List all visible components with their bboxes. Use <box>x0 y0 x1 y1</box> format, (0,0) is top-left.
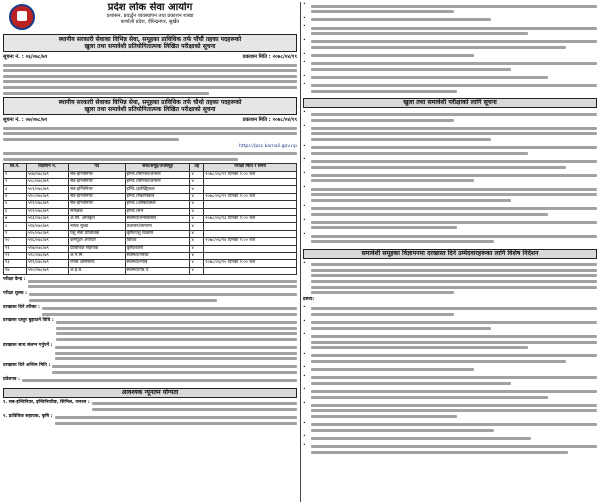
table-cell: सव-इन्जिनियर <box>69 201 126 208</box>
bullet-icon: • <box>303 351 306 357</box>
table-cell: ४ <box>190 252 204 259</box>
table-header-row <box>4 164 297 171</box>
notice-2-number: सूचना नं. : ०७/०७८/७९ <box>3 117 48 124</box>
table-cell: अ.सि. अधिकृत <box>69 215 126 222</box>
table-row <box>4 238 297 245</box>
website-link[interactable]: https://psc.karnali.gov.np <box>238 143 297 149</box>
payment-row: दरखास्त दस्तुर बुझाउने विधि : <box>3 318 297 343</box>
list-item <box>303 374 597 388</box>
commission-title: प्रदेश लोक सेवा आयोग <box>107 2 193 13</box>
list-item <box>303 387 597 401</box>
bullet-icon: • <box>303 401 306 407</box>
list-item <box>303 16 597 24</box>
table-cell: ५२०/०७८/७९ <box>26 267 68 274</box>
list-item <box>303 365 597 373</box>
bullet-icon: • <box>303 434 306 440</box>
table-cell: ५०७/०७८/७९ <box>26 171 68 178</box>
bullet-icon: • <box>303 124 306 130</box>
nepal-emblem-icon <box>9 4 35 30</box>
table-cell: ५१२/०७८/७९ <box>26 208 68 215</box>
list-item <box>303 218 597 232</box>
qualification-list-continued <box>303 2 597 95</box>
bullet-icon: • <box>303 204 306 210</box>
table-cell: कृषि/बाली <box>125 245 190 252</box>
table-cell <box>204 201 297 208</box>
table-cell: ५१७/०७८/७९ <box>26 245 68 252</box>
table-cell: ५१३/०७८/७९ <box>26 215 68 222</box>
table-cell: १० <box>4 238 27 245</box>
note-list <box>303 305 597 457</box>
table-cell <box>204 186 297 193</box>
table-cell <box>204 267 297 274</box>
table-row <box>4 215 297 222</box>
table-cell: ल्याब असिस्टेन्ट <box>69 260 126 267</box>
table-row <box>4 179 297 186</box>
list-item <box>303 74 597 82</box>
table-cell <box>204 245 297 252</box>
list-item <box>303 434 597 442</box>
bullet-icon: • <box>303 171 306 177</box>
table-row <box>4 171 297 178</box>
list-item <box>303 204 597 218</box>
list-item <box>303 232 597 246</box>
table-cell: १ <box>4 171 27 178</box>
table-cell: ५१९/०७८/७९ <box>26 260 68 267</box>
exam-center-row: परीक्षा केन्द्र : <box>3 277 297 291</box>
table-cell: ४ <box>190 186 204 193</box>
bullet-icon: • <box>303 318 306 324</box>
table-cell: ४ <box>190 230 204 237</box>
table-cell: ४ <box>190 179 204 186</box>
table-cell: ५०९/०७८/७९ <box>26 186 68 193</box>
table-cell: इन्जि./सिभिल/जनरल <box>125 179 190 186</box>
qual-item-2: २. प्राविधिक सहायक, कृषि : <box>3 414 297 428</box>
table-row <box>4 208 297 215</box>
bullet-icon: • <box>303 260 306 266</box>
table-cell: सर्भेक्षक <box>69 208 126 215</box>
bullet-icon: • <box>303 81 306 87</box>
table-row <box>4 252 297 259</box>
notice-1-body <box>3 64 297 95</box>
table-cell: सव-इन्जिनियर <box>69 179 126 186</box>
bullet-icon: • <box>303 231 306 237</box>
bullet-icon: • <box>303 420 306 426</box>
right-column <box>303 2 597 502</box>
table-cell: स्वास्थ्य/जनस्वास्थ्य <box>125 215 190 222</box>
table-row <box>4 260 297 267</box>
col-level: तह <box>190 164 204 171</box>
table-cell <box>204 208 297 215</box>
table-cell: प्राविधिक सहायक <box>69 245 126 252</box>
list-item <box>303 171 597 185</box>
table-cell: २०७८/०६/१४ दिनको १:०० बजे <box>204 238 297 245</box>
table-cell: ४ <box>190 223 204 230</box>
inclusive-instructions-heading: समावेशी समूहका विज्ञापनमा दरखास्त दिने उम्मेदवारहरूका लागि विशेष निर्देशन <box>303 249 597 259</box>
table-cell: ४ <box>190 260 204 267</box>
table-cell: ५१८/०७८/७९ <box>26 252 68 259</box>
table-cell: ५१०/०७८/७९ <box>26 193 68 200</box>
table-cell: इन्जि./इलेक्ट्रिकल <box>125 186 190 193</box>
notice-2-date: प्रकाशन मिति : २०७८/०४/१९ <box>242 117 297 124</box>
commission-header <box>3 2 297 32</box>
list-item <box>303 261 597 297</box>
table-cell: अ.हे.ब. <box>69 267 126 274</box>
table-cell: ५१५/०७८/७९ <box>26 230 68 237</box>
bullet-icon: • <box>303 15 306 21</box>
table-cell: ४ <box>190 238 204 245</box>
table-cell: १२ <box>4 252 27 259</box>
bullet-icon: • <box>303 37 306 43</box>
table-body <box>4 171 297 274</box>
col-sn: सि.नं. <box>4 164 27 171</box>
list-item <box>303 2 597 16</box>
documents-row: दरखास्त साथ संलग्न गर्नुपर्ने : <box>3 343 297 362</box>
col-ad-no: विज्ञापन नं. <box>26 164 68 171</box>
table-row <box>4 267 297 274</box>
table-cell: २०७८/०६/१२ दिनको १:०० बजे <box>204 193 297 200</box>
bullet-icon: • <box>303 184 306 190</box>
table-cell: ५ <box>4 201 27 208</box>
table-cell: कम्प्युटर अपरेटर <box>69 238 126 245</box>
table-cell <box>204 179 297 186</box>
table-cell: ४ <box>190 245 204 252</box>
table-cell: ५०८/०७८/७९ <box>26 179 68 186</box>
list-item <box>303 401 597 420</box>
bullet-icon: • <box>303 157 306 163</box>
table-cell: ४ <box>190 215 204 222</box>
col-service: सेवा/समूह/उपसमूह <box>125 164 190 171</box>
table-cell: २०७८/०६/१३ दिनको १:०० बजे <box>204 215 297 222</box>
table-cell: स्वास्थ्य/एच.ए. <box>125 267 190 274</box>
list-item <box>303 82 597 96</box>
table-cell: ११ <box>4 245 27 252</box>
notice-1-meta <box>3 54 297 61</box>
table-cell: ४ <box>190 208 204 215</box>
list-item <box>303 319 597 333</box>
table-cell: कृषि/पशु विकास <box>125 230 190 237</box>
table-row <box>4 193 297 200</box>
list-item <box>303 110 597 124</box>
table-cell: प्रशासन/सामान्य <box>125 223 190 230</box>
bullet-icon: • <box>303 59 306 65</box>
list-item <box>303 305 597 319</box>
table-cell: नायब सुब्बा <box>69 223 126 230</box>
bullet-icon: • <box>303 143 306 149</box>
table-cell: ४ <box>4 193 27 200</box>
notice-heading-2: स्थानीय सरकारी सेवाका विभिन्न सेवा, समूहका प्राविधिक तर्फ चौथो तहका पदहरूको खुला तथा समावेशी प्रतियोगितात्मक लिखित परीक्षाको सूचना <box>3 97 297 115</box>
bullet-icon: • <box>303 387 306 393</box>
notice-heading-1: स्थानीय सरकारी सेवाका विभिन्न सेवा, समूहका प्राविधिक तर्फ पाँचौं तहका पदहरूको खुला तथा समावेशी प्रतियोगितात्मक लिखित परीक्षाको सूचना <box>3 34 297 52</box>
min-qualification-heading: आवश्यक न्यूनतम योग्यता <box>3 388 297 398</box>
application-row: दरखास्त दिने तरिका : <box>3 305 297 319</box>
table-cell: २०७८/०६/११ दिनको १:०० बजे <box>204 171 297 178</box>
table-cell: ५१४/०७८/७९ <box>26 223 68 230</box>
bullet-icon: • <box>303 442 306 448</box>
bullet-icon: • <box>303 218 306 224</box>
table-cell: ४ <box>190 267 204 274</box>
table-cell: २ <box>4 179 27 186</box>
bullet-icon: • <box>303 110 306 116</box>
table-cell: स्वास्थ्य/नर्सिङ <box>125 252 190 259</box>
admit-row: प्रवेशपत्र : <box>3 377 297 385</box>
notice-2-meta <box>3 117 297 124</box>
document-page <box>3 2 597 502</box>
list-item <box>303 332 597 351</box>
table-cell: १३ <box>4 260 27 267</box>
table-row <box>4 230 297 237</box>
bullet-icon: • <box>303 365 306 371</box>
table-cell: १४ <box>4 267 27 274</box>
table-cell: इन्जि./आर्किटेक्चर <box>125 201 190 208</box>
table-cell <box>204 223 297 230</box>
table-cell: ७ <box>4 215 27 222</box>
table-cell: ६ <box>4 208 27 215</box>
table-cell: ५११/०७८/७९ <box>26 201 68 208</box>
table-cell: विविध <box>125 238 190 245</box>
bullet-icon: • <box>303 304 306 310</box>
table-cell: ९ <box>4 230 27 237</box>
bullet-icon: • <box>303 2 306 7</box>
table-cell: सव-इन्जिनियर <box>69 186 126 193</box>
table-cell: इन्जि./सर्भे <box>125 208 190 215</box>
commission-subtitle-1: प्रशासन, प्रवर्द्धन व्यवस्थापन तथा प्रकाशन शाखा <box>106 13 194 19</box>
fee-row: परीक्षा शुल्क : <box>3 291 297 305</box>
table-cell: ४ <box>190 171 204 178</box>
bullet-icon: • <box>303 51 306 57</box>
inclusive-instructions-body <box>303 261 597 297</box>
table-cell: अ.न.मि. <box>69 252 126 259</box>
table-cell: इन्जि./सिभिल/जनरल <box>125 171 190 178</box>
table-cell: ८ <box>4 223 27 230</box>
list-item <box>303 60 597 74</box>
list-item <box>303 352 597 366</box>
note-heading: द्रष्टव्य: <box>303 296 315 302</box>
open-inclusive-heading: खुला तथा समावेशी परीक्षाको लागि सूचना <box>303 98 597 108</box>
table-cell: स्वास्थ्य/ल्याब <box>125 260 190 267</box>
open-inclusive-list <box>303 110 597 245</box>
list-item <box>303 185 597 204</box>
commission-subtitle-2: कर्णाली प्रदेश, वीरेन्द्रनगर, सुर्खेत <box>120 19 180 25</box>
notice-2-body <box>3 127 297 161</box>
column-divider <box>300 2 301 502</box>
list-item <box>303 38 597 52</box>
table-cell: इन्जि./मेकानिकल <box>125 193 190 200</box>
exam-schedule-table <box>3 163 297 275</box>
list-item <box>303 157 597 171</box>
bullet-icon: • <box>303 373 306 379</box>
table-row <box>4 186 297 193</box>
table-cell: ४ <box>190 193 204 200</box>
notice-1-number: सूचना नं. : ०६/०७८/७९ <box>3 54 48 60</box>
qual-item-1: १. सब-इन्जिनियर, इन्जिनियरिङ, सिभिल, जनरल : <box>3 400 297 414</box>
table-cell: सव-इन्जिनियर <box>69 193 126 200</box>
deadline-row: दरखास्त दिने अन्तिम मिति : <box>3 363 297 377</box>
col-post: पद <box>69 164 126 171</box>
table-row <box>4 223 297 230</box>
bullet-icon: • <box>303 23 306 29</box>
list-item <box>303 124 597 143</box>
table-cell <box>204 252 297 259</box>
list-item <box>303 421 597 435</box>
col-exam-date: परीक्षा मिति र समय <box>204 164 297 171</box>
table-cell: पशु सेवा प्राविधिक <box>69 230 126 237</box>
table-row <box>4 245 297 252</box>
table-cell: सव-इन्जिनियर <box>69 171 126 178</box>
table-row <box>4 201 297 208</box>
list-item <box>303 443 597 457</box>
bullet-icon: • <box>303 73 306 79</box>
bullet-icon: • <box>303 332 306 338</box>
table-cell: ४ <box>190 201 204 208</box>
left-column <box>3 2 297 502</box>
table-cell <box>204 230 297 237</box>
table-cell: २०७८/०६/१५ दिनको १:०० बजे <box>204 260 297 267</box>
list-item <box>303 144 597 158</box>
table-cell: ३ <box>4 186 27 193</box>
list-item <box>303 52 597 60</box>
table-cell: ५१६/०७८/७९ <box>26 238 68 245</box>
list-item <box>303 24 597 38</box>
notice-1-date: प्रकाशन मिति : २०७८/०४/१९ <box>242 54 297 60</box>
